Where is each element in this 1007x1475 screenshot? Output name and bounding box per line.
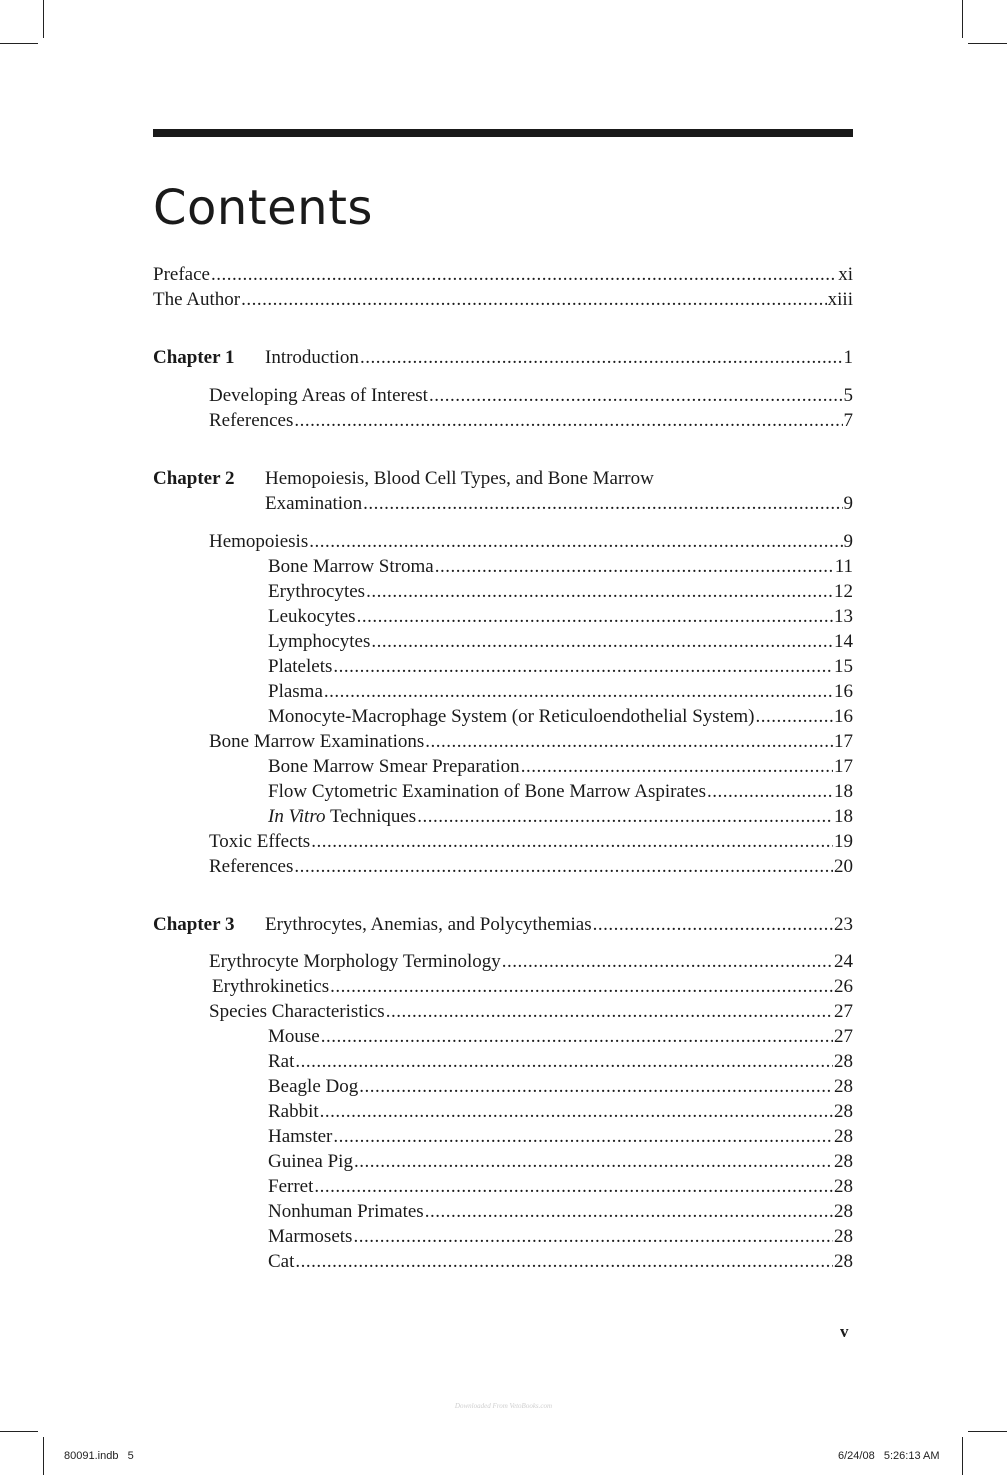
toc-subentry [268, 805, 853, 829]
toc-subentry [268, 1150, 853, 1174]
toc-entry-author [153, 288, 853, 312]
toc-subentry [268, 1225, 853, 1249]
dot-leader [435, 555, 834, 579]
toc-page: 11 [834, 556, 853, 577]
dot-leader [386, 1000, 833, 1024]
toc-label: Erythrokinetics [212, 976, 330, 997]
toc-subentry [268, 555, 853, 579]
page-number: v [840, 1322, 849, 1341]
toc-label: Erythrocytes [268, 581, 366, 602]
dot-leader [211, 263, 837, 287]
page-title: Contents [153, 180, 373, 236]
chapter-title-line1: Hemopoiesis, Blood Cell Types, and Bone Marrow [265, 468, 654, 489]
dot-leader [363, 492, 842, 516]
dot-leader [295, 1250, 833, 1274]
slug-filename: 80091.indb 5 [64, 1450, 134, 1462]
chapter-number: Chapter 2 [153, 468, 235, 489]
toc-page: 20 [834, 856, 853, 877]
toc-label [268, 805, 416, 829]
toc-page: 27 [834, 1001, 853, 1022]
toc-page: 14 [834, 631, 853, 652]
dot-leader [502, 950, 833, 974]
toc-page: 7 [843, 410, 853, 431]
crop-mark-top-right-h [968, 43, 1007, 44]
watermark-text: Downloaded From VetoBooks.com [454, 1402, 553, 1410]
dot-leader [241, 288, 827, 312]
toc-subentry [268, 1025, 853, 1049]
toc-subentry [268, 655, 853, 679]
toc-label: Erythrocyte Morphology Terminology [209, 951, 501, 972]
toc-page: 13 [834, 606, 853, 627]
toc-label: Beagle Dog [268, 1076, 359, 1097]
toc-subentry [268, 780, 853, 804]
toc-page: 28 [834, 1126, 853, 1147]
crop-mark-bottom-right-v [962, 1437, 963, 1475]
dot-leader [359, 1075, 833, 1099]
toc-page: 27 [834, 1026, 853, 1047]
dot-leader [314, 1175, 833, 1199]
toc-label: Hemopoiesis [209, 531, 309, 552]
toc-page: 17 [834, 756, 853, 777]
dot-leader [321, 1025, 833, 1049]
slug-timestamp: 6/24/08 5:26:13 AM [838, 1450, 940, 1462]
dot-leader [756, 705, 834, 729]
toc-subentry [268, 680, 853, 704]
crop-mark-top-left-v [43, 0, 44, 38]
toc-label: Hamster [268, 1126, 333, 1147]
toc-page: 24 [834, 951, 853, 972]
dot-leader [417, 805, 833, 829]
toc-page: xiii [827, 289, 853, 310]
toc-subentry [268, 1050, 853, 1074]
toc-label: Guinea Pig [268, 1151, 353, 1172]
toc-subentry [268, 1075, 853, 1099]
crop-mark-bottom-left-h [0, 1431, 38, 1432]
dot-leader [425, 1200, 833, 1224]
toc-subentry [268, 1100, 853, 1124]
toc-label: Developing Areas of Interest [209, 385, 428, 406]
toc-page: 17 [834, 731, 853, 752]
toc-page: 9 [843, 493, 853, 514]
toc-label: Bone Marrow Stroma [268, 556, 434, 577]
dot-leader [333, 655, 833, 679]
chapter-number: Chapter 3 [153, 914, 235, 935]
toc-label: Mouse [268, 1026, 320, 1047]
toc-subentry [268, 755, 853, 779]
toc-entry [209, 950, 853, 974]
toc-label: Lymphocytes [268, 631, 371, 652]
dot-leader [353, 1225, 833, 1249]
toc-entry [212, 975, 853, 999]
toc-label: The Author [153, 289, 241, 310]
toc-subentry [268, 1175, 853, 1199]
toc-page: 28 [834, 1101, 853, 1122]
toc-page: 16 [834, 706, 853, 727]
toc-page: 28 [834, 1076, 853, 1097]
dot-leader [311, 830, 833, 854]
toc-page: 28 [834, 1051, 853, 1072]
toc-subentry [268, 1250, 853, 1274]
toc-entry [209, 855, 853, 879]
dot-leader [320, 1100, 833, 1124]
toc-label: Flow Cytometric Examination of Bone Marrow Aspirates [268, 781, 706, 802]
dot-leader [294, 855, 833, 879]
toc-label-italic: In Vitro [268, 806, 326, 827]
dot-leader [425, 730, 833, 754]
toc-entry [209, 830, 853, 854]
dot-leader [324, 680, 833, 704]
dot-leader [309, 530, 842, 554]
toc-page: 18 [834, 781, 853, 802]
toc-label: References [209, 410, 294, 431]
toc-label: Platelets [268, 656, 333, 677]
toc-label: Toxic Effects [209, 831, 311, 852]
title-rule [153, 129, 853, 137]
chapter-title [265, 346, 853, 370]
toc-page: 16 [834, 681, 853, 702]
toc-entry [209, 409, 853, 433]
toc-subentry [268, 1125, 853, 1149]
toc-page: 9 [843, 531, 853, 552]
dot-leader [366, 580, 833, 604]
toc-label: Rabbit [268, 1101, 319, 1122]
toc-page: 28 [834, 1151, 853, 1172]
toc-label: Species Characteristics [209, 1001, 385, 1022]
toc-label: Preface [153, 264, 210, 285]
toc-label: Bone Marrow Smear Preparation [268, 756, 520, 777]
toc-page: 1 [843, 347, 853, 368]
crop-mark-bottom-left-v [43, 1437, 44, 1475]
toc-page: 12 [834, 581, 853, 602]
toc-subentry [268, 580, 853, 604]
toc-label: Introduction [265, 347, 359, 368]
toc-label: References [209, 856, 294, 877]
toc-entry [209, 384, 853, 408]
toc-label: Marmosets [268, 1226, 353, 1247]
toc-page: 23 [834, 914, 853, 935]
toc-page: 15 [834, 656, 853, 677]
dot-leader [429, 384, 843, 408]
toc-label: Monocyte-Macrophage System (or Reticuloendothelial System) [268, 706, 755, 727]
dot-leader [333, 1125, 833, 1149]
toc-label: Plasma [268, 681, 323, 702]
toc-label: Examination [265, 493, 363, 514]
toc-page: xi [838, 264, 853, 285]
toc-label-rest: Techniques [325, 806, 417, 827]
toc-page: 28 [834, 1201, 853, 1222]
toc-page: 28 [834, 1251, 853, 1272]
toc-label: Bone Marrow Examinations [209, 731, 425, 752]
toc-subentry [268, 1200, 853, 1224]
dot-leader [295, 1050, 833, 1074]
toc-page: 5 [843, 385, 853, 406]
dot-leader [593, 913, 833, 937]
dot-leader [330, 975, 833, 999]
dot-leader [357, 605, 833, 629]
chapter-title [265, 492, 853, 516]
dot-leader [360, 346, 843, 370]
crop-mark-top-left-h [0, 43, 38, 44]
crop-mark-bottom-right-h [968, 1431, 1007, 1432]
toc-entry [209, 530, 853, 554]
toc-page: 26 [834, 976, 853, 997]
chapter-title [265, 913, 853, 937]
toc-label: Ferret [268, 1176, 314, 1197]
toc-subentry [268, 630, 853, 654]
toc-entry-preface [153, 263, 853, 287]
dot-leader [294, 409, 842, 433]
toc-page: 28 [834, 1176, 853, 1197]
dot-leader [707, 780, 833, 804]
toc-label: Rat [268, 1051, 295, 1072]
toc-subentry [268, 705, 853, 729]
dot-leader [371, 630, 833, 654]
crop-mark-top-right-v [962, 0, 963, 38]
toc-entry [209, 730, 853, 754]
toc-page: 19 [834, 831, 853, 852]
toc-label: Nonhuman Primates [268, 1201, 424, 1222]
toc-subentry [268, 605, 853, 629]
toc-label: Erythrocytes, Anemias, and Polycythemias [265, 914, 592, 935]
toc-entry [209, 1000, 853, 1024]
toc-page: 28 [834, 1226, 853, 1247]
dot-leader [354, 1150, 833, 1174]
toc-label: Leukocytes [268, 606, 356, 627]
toc-page: 18 [834, 806, 853, 827]
toc-label: Cat [268, 1251, 295, 1272]
dot-leader [521, 755, 833, 779]
chapter-number: Chapter 1 [153, 347, 235, 368]
